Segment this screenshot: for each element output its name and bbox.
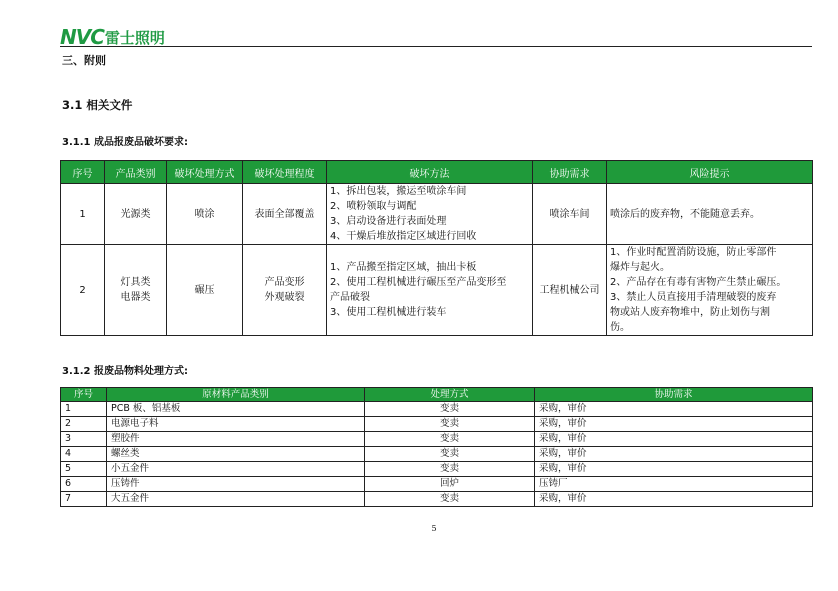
destruction-requirements-table [60,160,813,336]
row-number: 1 [61,184,105,245]
steps-cell: 1、拆出包装，搬运至喷涂车间 2、喷粉领取与调配 3、启动设备进行表面处理 4、干燥后堆放指定区域进行回收 [327,184,533,245]
assist-cell: 采购，审价 [535,447,813,462]
method-cell: 变卖 [365,417,535,432]
row-number: 6 [61,477,107,492]
company-logo [60,27,165,47]
assist-cell: 喷涂车间 [533,184,607,245]
material-cell: 小五金件 [107,462,365,477]
page-number: 5 [431,524,437,533]
header-cell: 产品类别 [105,161,167,184]
degree-cell: 表面全部覆盖 [243,184,327,245]
header-cell: 序号 [61,388,107,402]
assist-cell: 采购，审价 [535,492,813,507]
method-cell: 变卖 [365,462,535,477]
row-number: 3 [61,432,107,447]
material-cell: PCB 板、铝基板 [107,402,365,417]
row-number: 1 [61,402,107,417]
method-cell: 变卖 [365,432,535,447]
risk-cell: 1、作业时配置消防设施，防止零部件 爆炸与起火。 2、产品存在有毒有害物产生禁止碾压。 3、禁止人员直接用手清理破裂的废弃 物或站人废弃物堆中，防止划伤与割 伤。 [607,245,813,336]
row-number: 7 [61,492,107,507]
method-cell: 碾压 [167,245,243,336]
row-number: 2 [61,417,107,432]
sub-title: 3.1 相关文件 [62,98,133,112]
header-cell: 原材料产品类别 [107,388,365,402]
material-cell: 大五金件 [107,492,365,507]
row-number: 2 [61,245,105,336]
category-cell: 灯具类 电器类 [105,245,167,336]
steps-cell: 1、产品搬至指定区域，抽出卡板 2、使用工程机械进行碾压至产品变形至 产品破裂 3、使用工程机械进行装车 [327,245,533,336]
category-cell: 光源类 [105,184,167,245]
assist-cell: 采购，审价 [535,432,813,447]
material-handling-table [60,387,813,507]
row-number: 5 [61,462,107,477]
assist-cell: 工程机械公司 [533,245,607,336]
assist-cell: 采购，审价 [535,462,813,477]
logo-mark: NVC [60,25,104,49]
table-header-row [61,161,813,184]
header-cell: 序号 [61,161,105,184]
table-row [61,432,813,447]
method-cell: 喷涂 [167,184,243,245]
assist-cell: 采购，审价 [535,417,813,432]
header-rule [60,46,812,47]
header-cell: 破坏处理程度 [243,161,327,184]
header-cell: 风险提示 [607,161,813,184]
table-row [61,492,813,507]
material-cell: 电源电子料 [107,417,365,432]
section-title: 三、附则 [62,54,106,67]
table-row [61,184,813,245]
method-cell: 回炉 [365,477,535,492]
row-number: 4 [61,447,107,462]
method-cell: 变卖 [365,402,535,417]
table-row [61,462,813,477]
table1-title: 3.1.1 成品报废品破坏要求: [62,137,188,148]
table-header-row [61,388,813,402]
table-row [61,447,813,462]
header-cell: 协助需求 [535,388,813,402]
degree-cell: 产品变形 外观破裂 [243,245,327,336]
header-cell: 破坏方法 [327,161,533,184]
header-cell: 破坏处理方式 [167,161,243,184]
header-cell: 处理方式 [365,388,535,402]
material-cell: 塑胶件 [107,432,365,447]
risk-cell: 喷涂后的废弃物，不能随意丢弃。 [607,184,813,245]
table-row [61,477,813,492]
table-row [61,245,813,336]
method-cell: 变卖 [365,492,535,507]
material-cell: 压铸件 [107,477,365,492]
method-cell: 变卖 [365,447,535,462]
header-cell: 协助需求 [533,161,607,184]
table-row [61,417,813,432]
material-cell: 螺丝类 [107,447,365,462]
assist-cell: 采购，审价 [535,402,813,417]
table-row [61,402,813,417]
table2-title: 3.1.2 报废品物料处理方式: [62,366,188,377]
logo-text: 雷士照明 [104,29,165,47]
assist-cell: 压铸厂 [535,477,813,492]
